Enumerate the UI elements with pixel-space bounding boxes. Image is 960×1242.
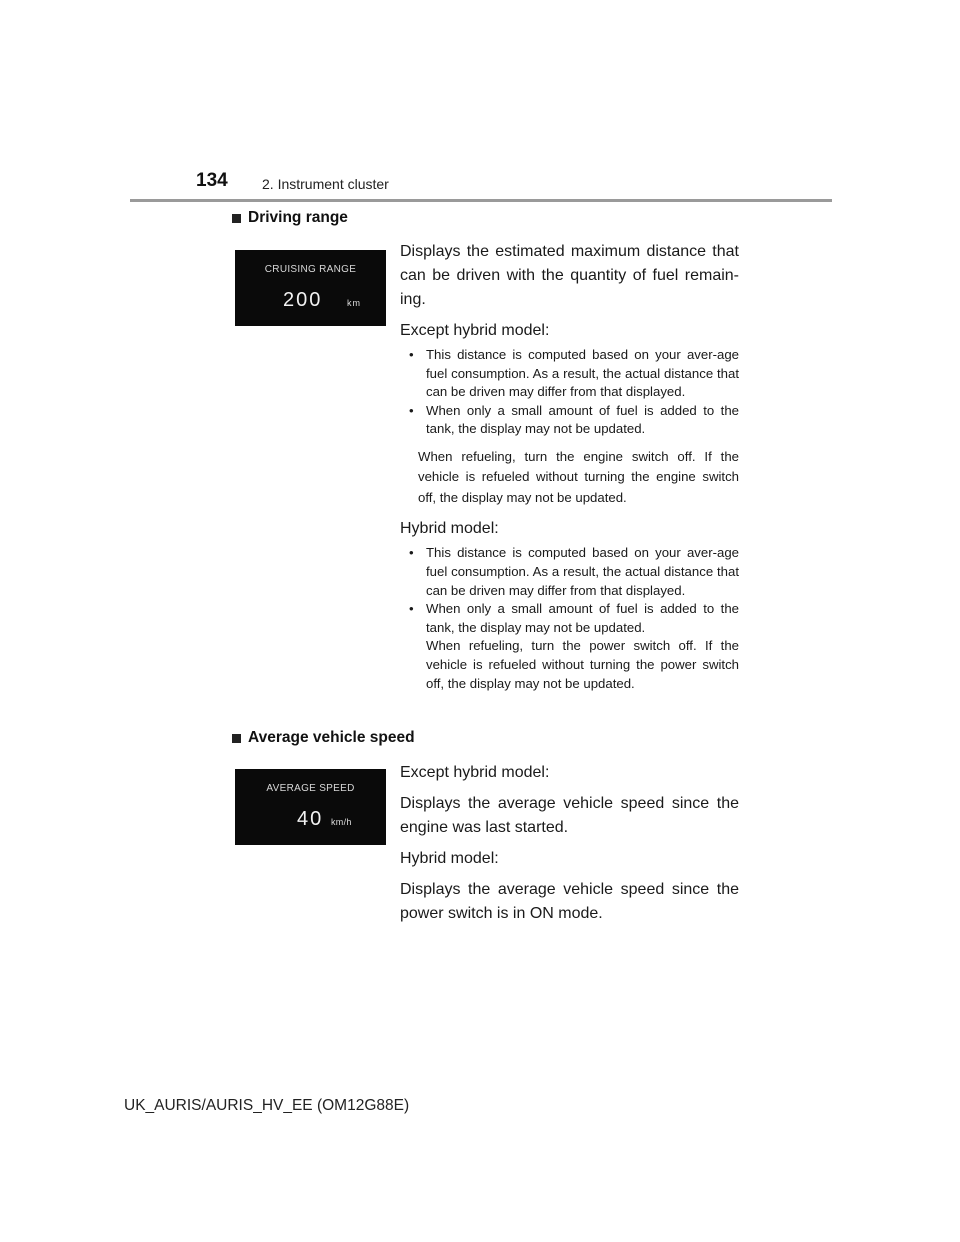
list-item: • When only a small amount of fuel is added to the tank, the display may not be updated. [400,402,739,439]
square-bullet-icon [232,214,241,223]
list-item: • This distance is computed based on your aver-age fuel consumption. As a result, the actual distance that can be driven may differ from that displayed. [400,346,739,402]
square-bullet-icon [232,734,241,743]
hybrid-bullets [400,544,739,637]
section-heading-average-speed [232,729,415,747]
list-item: • When only a small amount of fuel is added to the tank, the display may not be updated. [400,600,739,637]
driving-range-intro: Displays the estimated maximum distance that can be driven with the quantity of fuel remain-ing. [400,243,739,308]
display-label: CRUISING RANGE [264,264,357,275]
cruising-range-display [235,250,386,326]
display-value: 200 [283,289,323,311]
hybrid-label: Hybrid model: [400,520,499,538]
header-divider [130,199,832,202]
except-hybrid-label: Except hybrid model: [400,764,550,781]
except-hybrid-bullets [400,346,739,439]
except-hybrid-label: Except hybrid model: [400,322,550,339]
page-number: 134 [196,170,228,191]
section-heading-text: Driving range [248,209,348,226]
display-label: AVERAGE SPEED [266,783,355,794]
hybrid-text: Displays the average vehicle speed since the power switch is in ON mode. [400,881,739,922]
except-hybrid-note: When refueling, turn the engine switch off. If the vehicle is refueled without turning the engine switch off, the display may not be updated. [418,448,739,505]
display-unit: km [347,298,361,308]
chapter-title: 2. Instrument cluster [262,176,389,192]
section-heading-text: Average vehicle speed [248,729,415,746]
except-hybrid-text: Displays the average vehicle speed since the engine was last started. [400,795,739,836]
average-speed-text [400,762,739,934]
hybrid-note: When refueling, turn the power switch off. If the vehicle is refueled without turning the power switch off, the display may not be updated. [426,638,739,691]
footer-model-code: UK_AURIS/AURIS_HV_EE (OM12G88E) [124,1097,410,1114]
driving-range-text [400,240,739,693]
display-value: 40 [297,808,324,830]
list-item: • This distance is computed based on your aver-age fuel consumption. As a result, the actual distance that can be driven may differ from that displayed. [400,544,739,600]
average-speed-display [235,769,386,845]
hybrid-label: Hybrid model: [400,850,499,867]
section-heading-driving-range [232,209,348,227]
display-unit: km/h [331,817,352,827]
